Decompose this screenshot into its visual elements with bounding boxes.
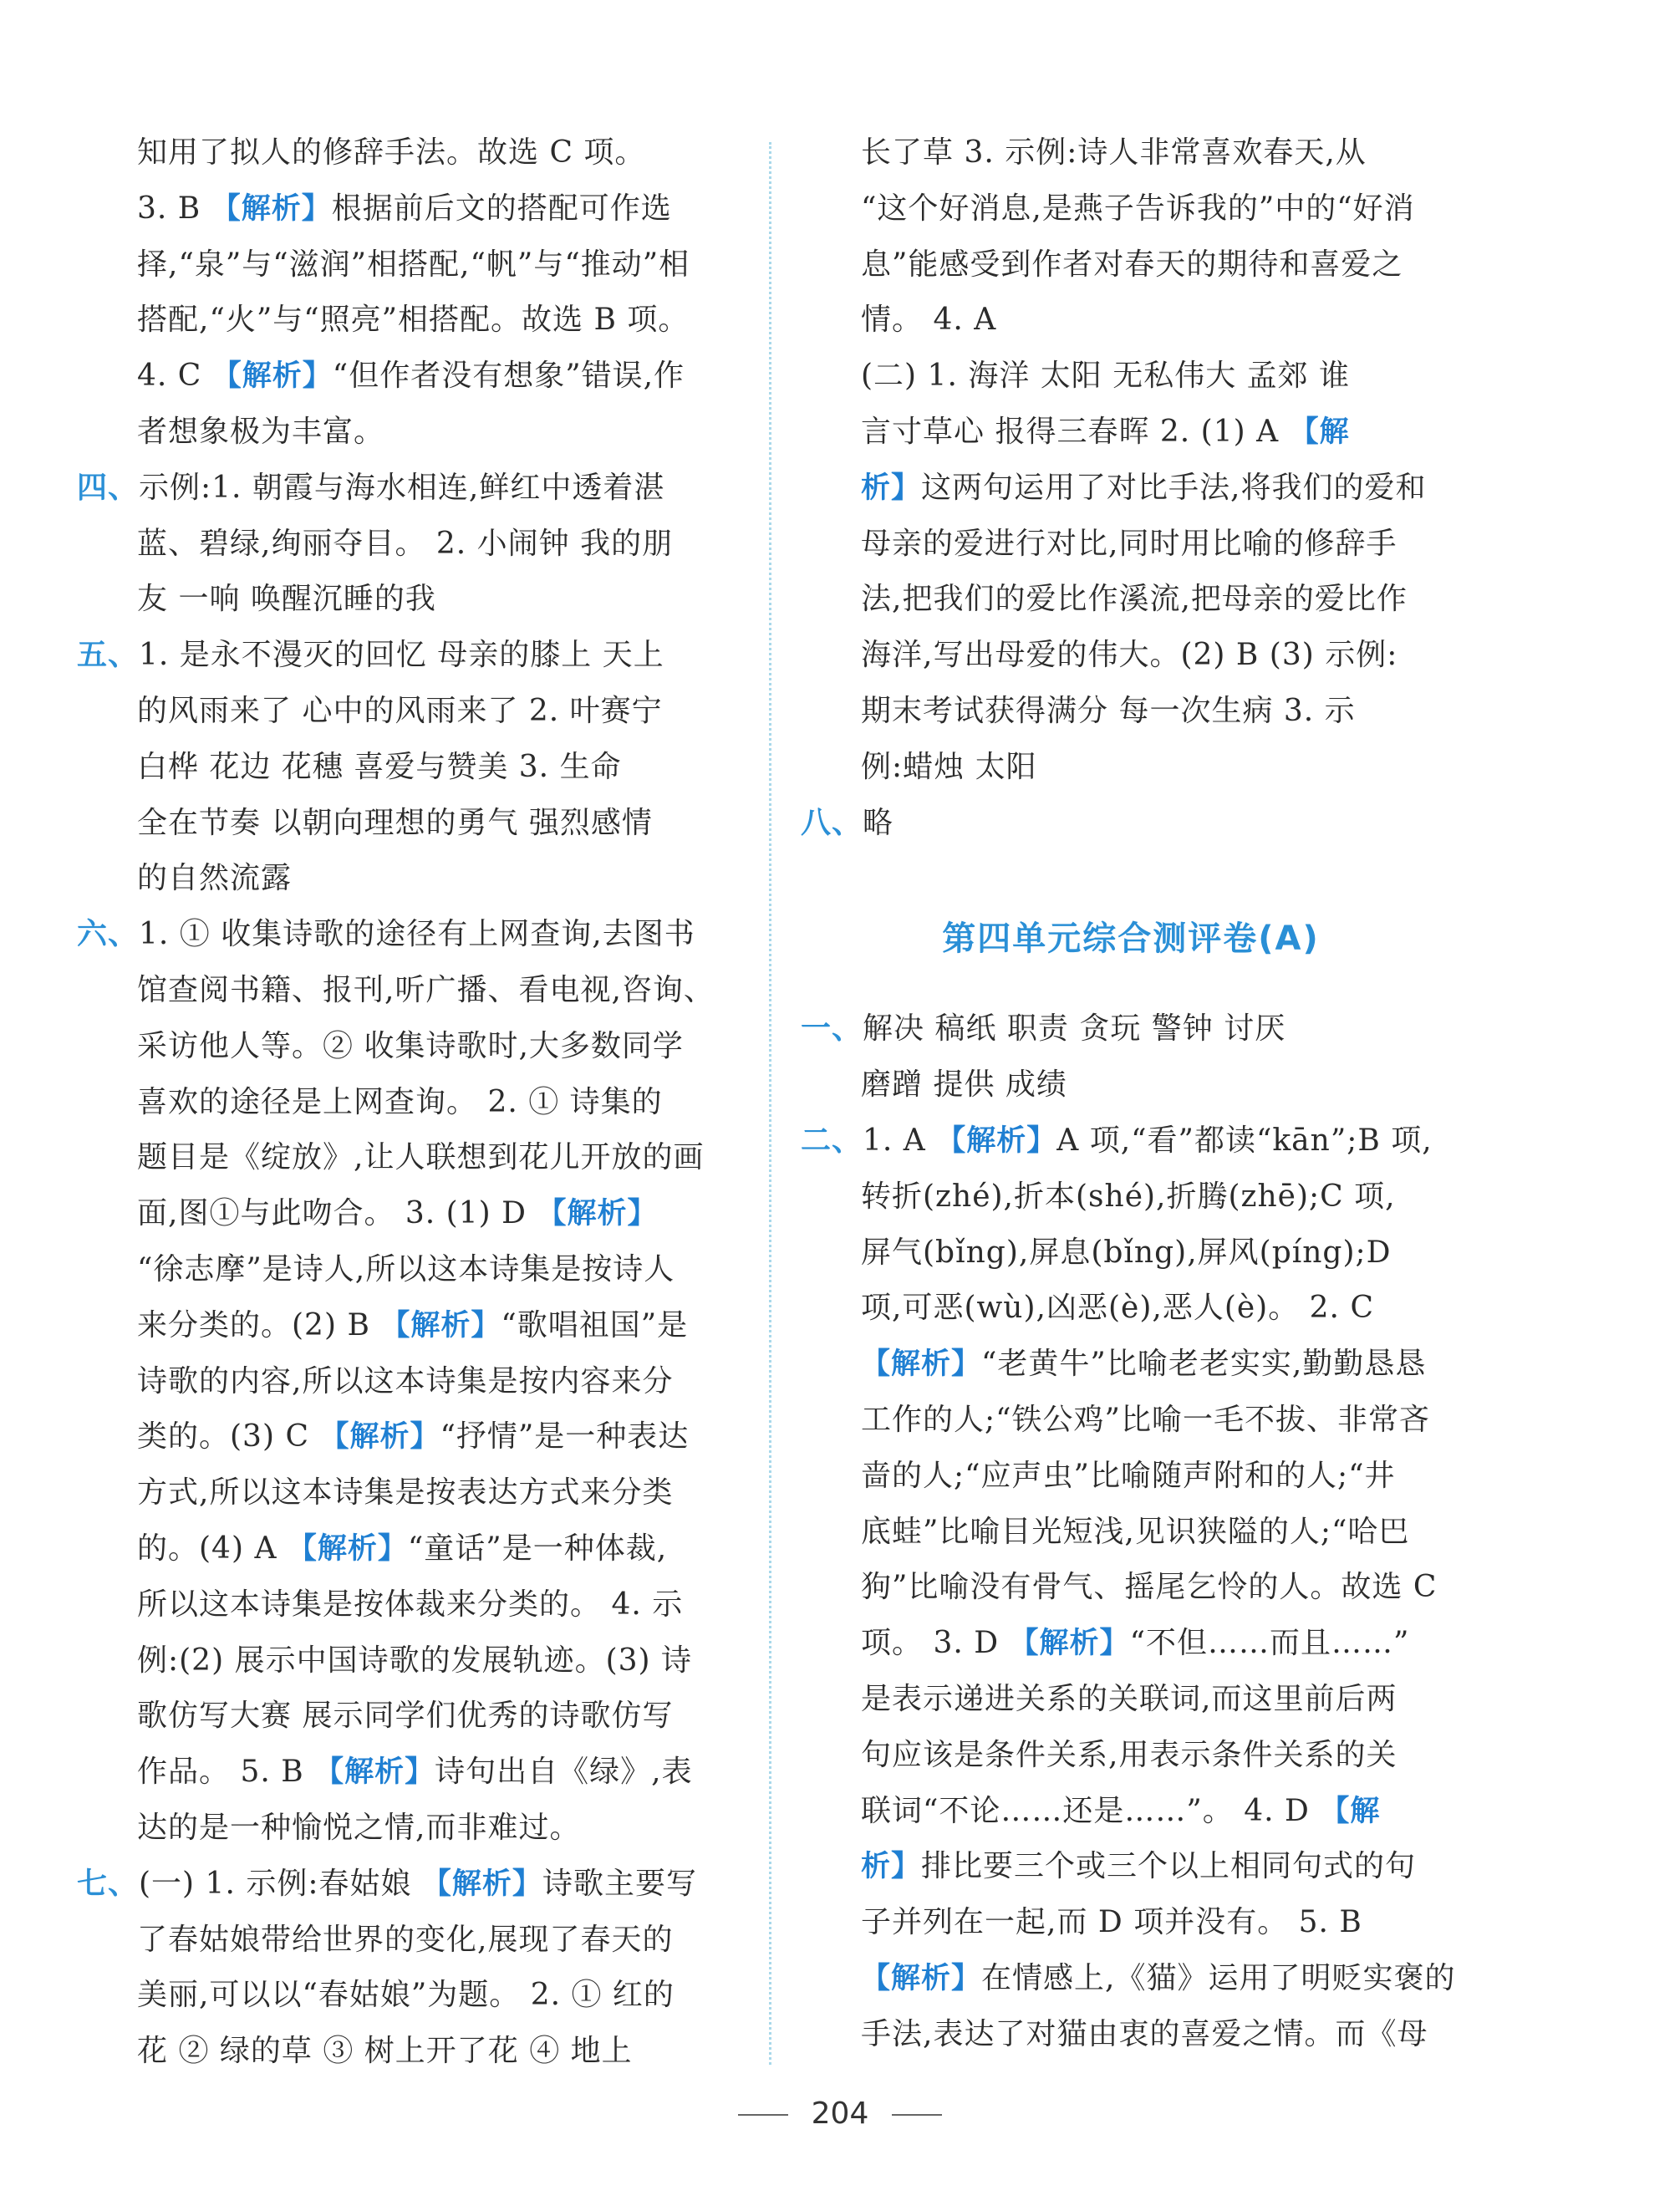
footer-dash-right [892, 2114, 942, 2116]
page-number: 204 [811, 2096, 869, 2131]
answer-text: 1. 是永不漫灭的回忆 母亲的膝上 天上 [139, 638, 664, 673]
answer-line [801, 1895, 1461, 1951]
answer-line [77, 1298, 737, 1354]
answer-line [77, 461, 737, 517]
question-number: 二、 [801, 1123, 863, 1158]
analysis-tag: 【解析】 [287, 1531, 408, 1566]
answer-line [801, 237, 1461, 293]
answer-line [77, 963, 737, 1019]
answer-text: (一) 1. 示例:春姑娘 【解析】诗歌主要写 [139, 1866, 697, 1901]
answer-text: 磨蹭 提供 成绩 [861, 1067, 1067, 1103]
answer-line [801, 1225, 1461, 1281]
answer-text: 略 [863, 805, 894, 840]
answer-text: 联词“不论……还是……”。 4. D 【解 [861, 1793, 1381, 1828]
answer-text: 3. B 【解析】根据前后文的搭配可作选 [137, 191, 672, 226]
analysis-tag: 【解析】 [319, 1420, 440, 1455]
answer-text: (二) 1. 海洋 太阳 无私伟大 孟郊 谁 [861, 359, 1351, 394]
answer-text: 友 一响 唤醒沉睡的我 [137, 582, 436, 617]
answer-line [77, 1745, 737, 1801]
answer-line [801, 796, 1461, 852]
answer-line [77, 1913, 737, 1969]
answer-text: 啬的人;“应声虫”比喻随声附和的人;“井 [861, 1458, 1396, 1493]
answer-text: 题目是《绽放》,让人联想到花儿开放的画 [137, 1140, 705, 1175]
answer-text: 搭配,“火”与“照亮”相搭配。故选 B 项。 [137, 303, 690, 338]
analysis-tag: 【解 [1320, 1794, 1381, 1828]
analysis-tag: 【解析】 [861, 1961, 982, 1995]
question-number: 六、 [77, 917, 140, 952]
answer-text: 喜欢的途径是上网查询。 2. ① 诗集的 [137, 1084, 663, 1119]
analysis-tag: 【解析】 [936, 1123, 1057, 1158]
answer-text: 手法,表达了对猫由衷的喜爱之情。而《母 [861, 2016, 1428, 2051]
answer-text: 子并列在一起,而 D 项并没有。 5. B [861, 1905, 1362, 1940]
answer-text: 达的是一种愉悦之情,而非难过。 [137, 1810, 581, 1845]
answer-text: 诗歌的内容,所以这本诗集是按内容来分 [137, 1363, 674, 1398]
analysis-tag: 【解析】 [211, 191, 332, 226]
answer-text: “这个好消息,是燕子告诉我的”中的“好消 [861, 191, 1415, 226]
answer-text: 屏气(bǐng),屏息(bǐng),屏风(píng);D [861, 1235, 1392, 1270]
column-divider [769, 142, 771, 2065]
answer-text: 方式,所以这本诗集是按表达方式来分类 [137, 1475, 674, 1511]
answer-line [801, 572, 1461, 628]
answer-line [77, 1409, 737, 1465]
answer-text: 项,可恶(wù),凶恶(è),恶人(è)。 2. C [861, 1291, 1374, 1326]
answer-text: 的风雨来了 心中的风雨来了 2. 叶赛宁 [137, 693, 663, 728]
analysis-tag: 【解 [1289, 415, 1350, 449]
answer-line [801, 181, 1461, 237]
answer-line [77, 1354, 737, 1410]
answer-text: 工作的人;“铁公鸡”比喻一毛不拔、非常吝 [861, 1402, 1430, 1437]
answer-line [77, 851, 737, 907]
answer-line [801, 1505, 1461, 1561]
answer-text: 句应该是条件关系,用表示条件关系的关 [861, 1737, 1397, 1772]
answer-line [77, 405, 737, 461]
right-column-answers [801, 125, 1461, 851]
answer-text: 1. ① 收集诗歌的途径有上网查询,去图书 [139, 917, 695, 952]
answer-text: 面,图①与此吻合。 3. (1) D 【解析】 [137, 1196, 658, 1231]
analysis-tag: 【解析】 [421, 1867, 542, 1901]
answer-line [77, 796, 737, 852]
answer-text: 花 ② 绿的草 ③ 树上开了花 ④ 地上 [137, 2034, 633, 2069]
answer-text: 长了草 3. 示例:诗人非常喜欢春天,从 [861, 135, 1367, 170]
answer-line [801, 1281, 1461, 1337]
answer-text: 析】这两句运用了对比手法,将我们的爱和 [861, 470, 1427, 505]
answer-text: 例:(2) 展示中国诗歌的发展轨迹。(3) 诗 [137, 1643, 693, 1678]
answer-text: 所以这本诗集是按体裁来分类的。 4. 示 [137, 1587, 684, 1622]
answer-text: 1. A 【解析】A 项,“看”都读“kān”;B 项, [863, 1123, 1433, 1158]
answer-line [801, 1784, 1461, 1840]
answer-line [801, 1839, 1461, 1895]
answer-text: 的。(4) A 【解析】“童话”是一种体裁, [137, 1531, 668, 1566]
answer-text: 海洋,写出母爱的伟大。(2) B (3) 示例: [861, 638, 1398, 673]
answer-line [77, 572, 737, 628]
analysis-tag: 【解析】 [537, 1197, 658, 1231]
answer-line [77, 293, 737, 349]
answer-line [77, 125, 737, 181]
answer-line [77, 740, 737, 796]
answer-line [801, 1393, 1461, 1449]
answer-text: 示例:1. 朝霞与海水相连,鲜红中透着湛 [139, 470, 665, 505]
answer-line [77, 1019, 737, 1075]
answer-line [801, 405, 1461, 461]
answer-line [77, 1577, 737, 1633]
answer-line [77, 349, 737, 405]
answer-text: 【解析】“老黄牛”比喻老老实实,勤勤恳恳 [861, 1347, 1427, 1382]
answer-line [77, 1521, 737, 1577]
answer-text: 4. C 【解析】“但作者没有想象”错误,作 [137, 359, 685, 394]
answer-text: 期末考试获得满分 每一次生病 3. 示 [861, 693, 1356, 728]
question-number: 七、 [77, 1866, 140, 1901]
answer-text: 作品。 5. B 【解析】诗句出自《绿》,表 [137, 1755, 693, 1790]
answer-text: 狗”比喻没有骨气、摇尾乞怜的人。故选 C [861, 1570, 1438, 1605]
answer-text: 知用了拟人的修辞手法。故选 C 项。 [137, 135, 646, 170]
answer-line [801, 293, 1461, 349]
answer-text: 白桦 花边 花穗 喜爱与赞美 3. 生命 [137, 749, 622, 784]
answer-line [77, 1186, 737, 1242]
analysis-tag: 析】 [861, 1850, 922, 1884]
answer-line [801, 1337, 1461, 1393]
answer-line [801, 1672, 1461, 1728]
answer-line [801, 1449, 1461, 1505]
answer-line [801, 517, 1461, 573]
answer-line [77, 1130, 737, 1186]
answer-line [77, 181, 737, 237]
answer-line [801, 1169, 1461, 1225]
analysis-tag: 【解析】 [314, 1755, 435, 1790]
answer-text: 言寸草心 报得三春晖 2. (1) A 【解 [861, 414, 1350, 449]
answer-text: 是表示递进关系的关联词,而这里前后两 [861, 1681, 1397, 1716]
answer-line [77, 517, 737, 573]
answer-line [801, 349, 1461, 405]
answer-text: 情。 4. A [861, 303, 997, 338]
answer-text: 采访他人等。② 收集诗歌时,大多数同学 [137, 1028, 684, 1063]
answer-text: 歌仿写大赛 展示同学们优秀的诗歌仿写 [137, 1699, 674, 1734]
answer-line [801, 1057, 1461, 1113]
answer-text: 底蛙”比喻目光短浅,见识狭隘的人;“哈巴 [861, 1514, 1410, 1549]
answer-line [77, 1075, 737, 1131]
answer-line [801, 1951, 1461, 2007]
answer-line [801, 125, 1461, 181]
analysis-tag: 【解析】 [861, 1348, 982, 1382]
answer-text: 蓝、碧绿,绚丽夺目。 2. 小闹钟 我的朋 [137, 526, 674, 561]
answer-line [801, 1616, 1461, 1672]
answer-text: 母亲的爱进行对比,同时用比喻的修辞手 [861, 526, 1397, 561]
answer-text: 【解析】在情感上,《猫》运用了明贬实褒的 [861, 1960, 1456, 1995]
answer-text: 类的。(3) C 【解析】“抒情”是一种表达 [137, 1419, 690, 1455]
answer-text: 息”能感受到作者对春天的期待和喜爱之 [861, 247, 1403, 282]
answer-text: 解决 稿纸 职责 贪玩 警钟 讨厌 [863, 1011, 1286, 1047]
answer-text: 析】排比要三个或三个以上相同句式的句 [861, 1849, 1417, 1884]
answer-line [77, 1968, 737, 2024]
analysis-tag: 析】 [861, 471, 922, 505]
question-number: 五、 [77, 638, 140, 673]
answer-text: 例:蜡烛 太阳 [861, 749, 1037, 784]
analysis-tag: 【解析】 [380, 1308, 501, 1342]
answer-line [77, 1242, 737, 1298]
page-footer [0, 2096, 1680, 2131]
answer-line [801, 628, 1461, 684]
right-column-section-answers [801, 1001, 1461, 2062]
question-number: 四、 [77, 470, 140, 505]
left-column [77, 125, 737, 2080]
question-number: 八、 [801, 805, 863, 840]
answer-text: 项。 3. D 【解析】“不但……而且……” [861, 1626, 1410, 1661]
answer-line [801, 1001, 1461, 1057]
answer-line [801, 684, 1461, 740]
answer-text: 择,“泉”与“滋润”相搭配,“帆”与“推动”相 [137, 247, 690, 282]
answer-text: 了春姑娘带给世界的变化,展现了春天的 [137, 1922, 674, 1957]
answer-line [77, 1689, 737, 1745]
answer-text: 馆查阅书籍、报刊,听广播、看电视,咨询、 [137, 972, 715, 1007]
answer-line [801, 2007, 1461, 2063]
answer-line [77, 907, 737, 963]
answer-line [77, 1465, 737, 1521]
answer-text: “徐志摩”是诗人,所以这本诗集是按诗人 [137, 1251, 675, 1286]
answer-line [801, 461, 1461, 517]
section-title: 第四单元综合测评卷(A) [942, 920, 1320, 959]
right-column [801, 125, 1461, 2063]
answer-text: 来分类的。(2) B 【解析】“歌唱祖国”是 [137, 1307, 689, 1342]
footer-dash-left [738, 2114, 788, 2116]
answer-text: 者想象极为丰富。 [137, 414, 385, 449]
answer-line [77, 2024, 737, 2080]
answer-line [77, 1801, 737, 1857]
answer-text: 转折(zhé),折本(shé),折腾(zhē);C 项, [861, 1179, 1396, 1214]
answer-line [801, 1560, 1461, 1616]
answer-line [77, 1857, 737, 1913]
answer-line [801, 740, 1461, 796]
answer-text: 的自然流露 [137, 861, 293, 896]
analysis-tag: 【解析】 [211, 359, 333, 394]
answer-line [77, 684, 737, 740]
answer-line [801, 1113, 1461, 1169]
answer-line [801, 1728, 1461, 1784]
answer-line [77, 1633, 737, 1689]
question-number: 一、 [801, 1011, 863, 1047]
answer-line [77, 628, 737, 684]
answer-line [77, 237, 737, 293]
answer-text: 美丽,可以以“春姑娘”为题。 2. ① 红的 [137, 1978, 675, 2013]
answer-text: 全在节奏 以朝向理想的勇气 强烈感情 [137, 805, 653, 840]
analysis-tag: 【解析】 [1009, 1627, 1130, 1661]
answer-text: 法,把我们的爱比作溪流,把母亲的爱比作 [861, 582, 1408, 617]
